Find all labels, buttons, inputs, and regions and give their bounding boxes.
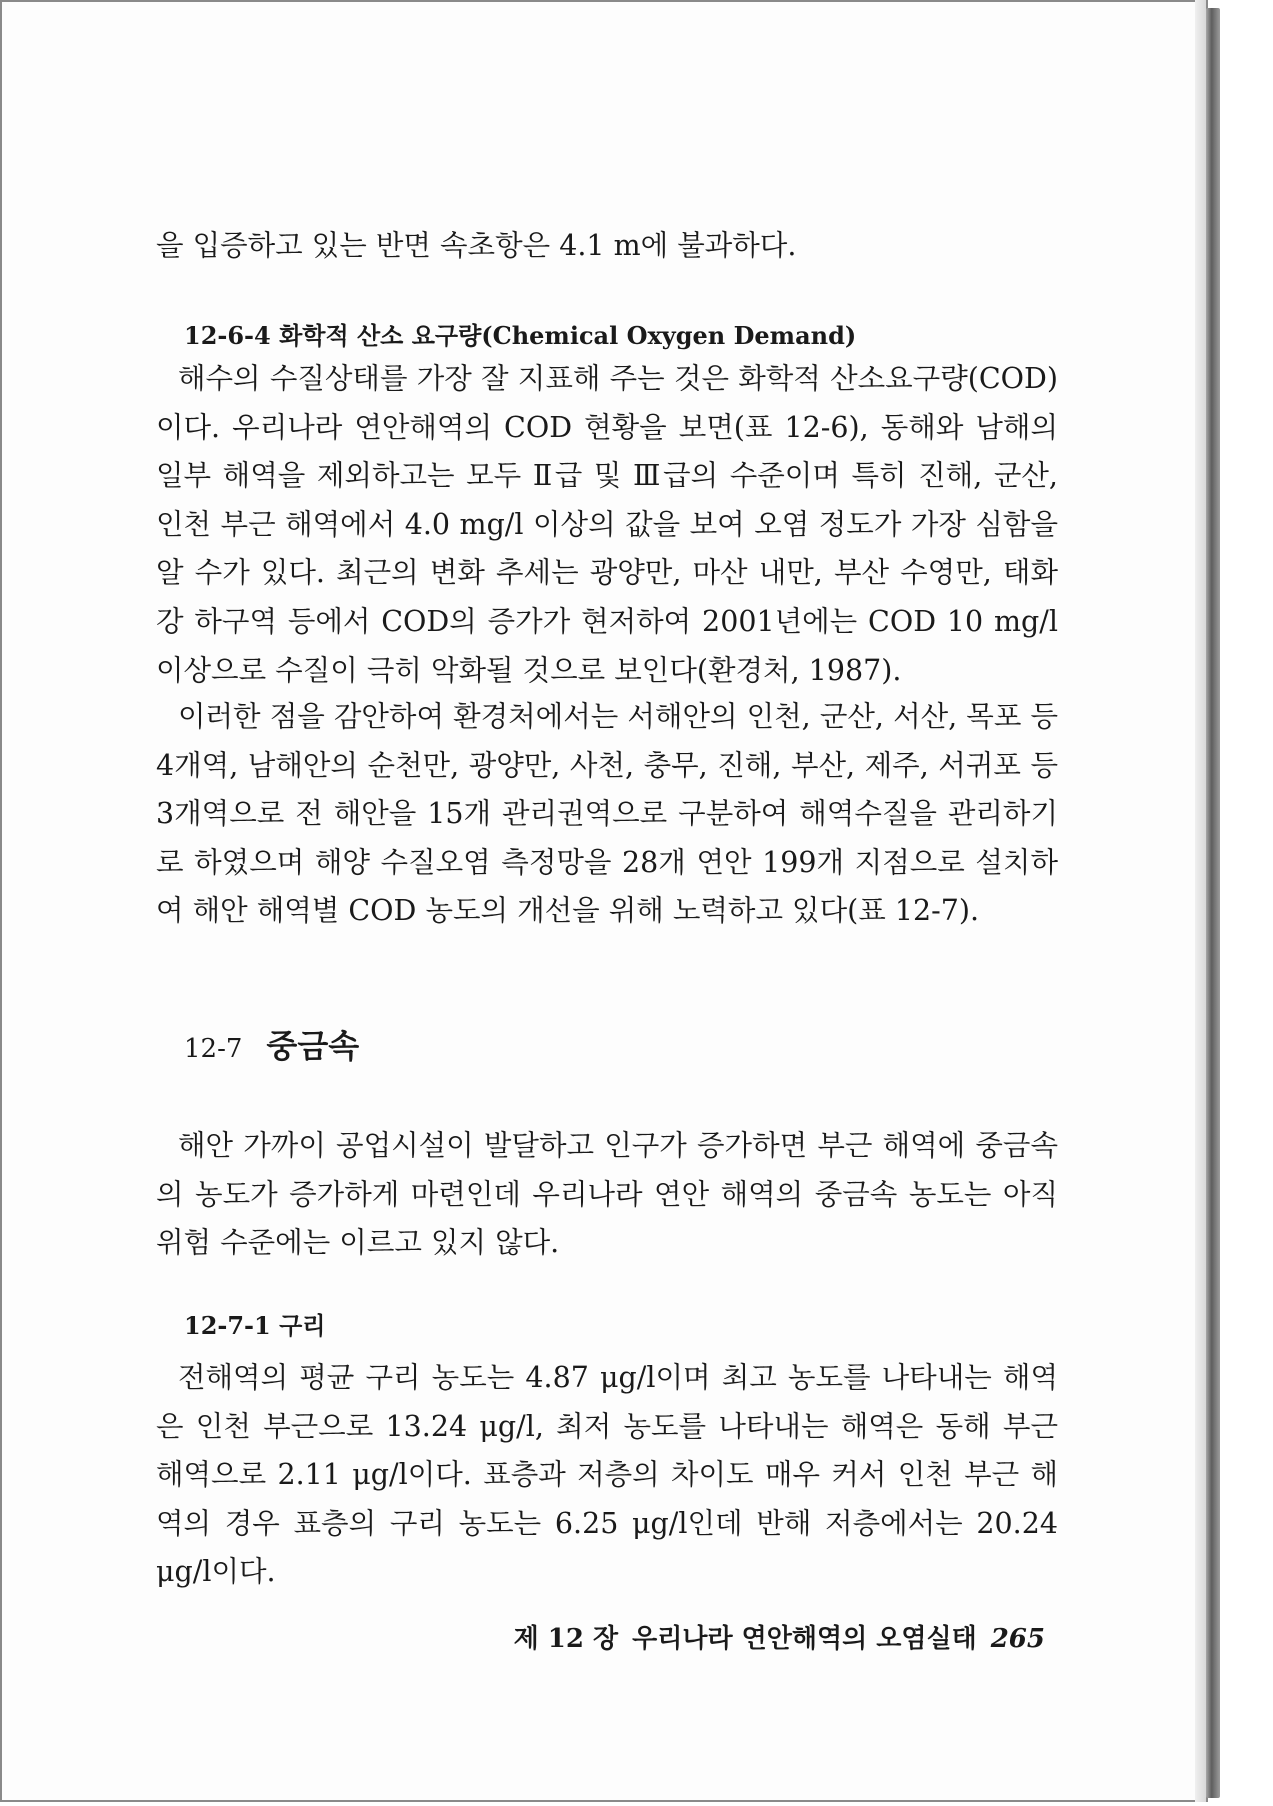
footer-chapter: 제 12 장 bbox=[513, 1624, 619, 1654]
subsection-heading-cod: 12-6-4 화학적 산소 요구량(Chemical Oxygen Demand) bbox=[184, 321, 857, 350]
paragraph-cod-status: 해수의 수질상태를 가장 잘 지표해 주는 것은 화학적 산소요구량(COD)이다. 우리나라 연안해역의 COD 현황을 보면(표 12-6), 동해와 남해의 일부 해역을 제외하고는 모두 Ⅱ급 및 Ⅲ급의 수준이며 특히 진해, 군산, 인천 부근 해역에서 4.0 mg/l 이상의 값을 보여 오염 정도가 가장 심함을 알 수가 있다. 최근의 변화 추세는 광양만, 마산 내만, 부산 수영만, 태화강 하구역 등에서 COD의 증가가 현저하여 2001년에는 COD 10 mg/l 이상으로 수질이 극히 악화될 것으로 보인다(환경처, 1987). bbox=[156, 362, 1058, 687]
section-name: 중금속 bbox=[266, 1027, 360, 1065]
section-number: 12-7 bbox=[184, 1034, 243, 1064]
paragraph-continuation: 을 입증하고 있는 반면 속초항은 4.1 m에 불과하다. bbox=[156, 229, 797, 262]
section-heading-heavy-metals bbox=[156, 1026, 1086, 1069]
subsection-heading-copper: 12-7-1 구리 bbox=[184, 1311, 326, 1340]
page-number: 265 bbox=[990, 1624, 1045, 1654]
footer-title: 우리나라 연안해역의 오염실태 bbox=[632, 1624, 977, 1654]
paragraph-cod-management: 이러한 점을 감안하여 환경처에서는 서해안의 인천, 군산, 서산, 목포 등 4개역, 남해안의 순천만, 광양만, 사천, 충무, 진해, 부산, 제주, 서귀포 등 3개역으로 전 해안을 15개 관리권역으로 구분하여 해역수질을 관리하기로 하였으며 해양 수질오염 측정망을 28개 연안 199개 지점으로 설치하여 해안 해역별 COD 농도의 개선을 위해 노력하고 있다(표 12-7). bbox=[156, 700, 1058, 928]
paragraph-heavy-metals: 해안 가까이 공업시설이 발달하고 인구가 증가하면 부근 해역에 중금속의 농도가 증가하게 마련인데 우리나라 연안 해역의 중금속 농도는 아직 위험 수준에는 이르고 있지 않다. bbox=[156, 1129, 1058, 1260]
paragraph-copper: 전해역의 평균 구리 농도는 4.87 μg/l이며 최고 농도를 나타내는 해역은 인천 부근으로 13.24 μg/l, 최저 농도를 나타내는 해역은 동해 부근 해역으로 2.11 μg/l이다. 표층과 저층의 차이도 매우 커서 인천 부근 해역의 경우 표층의 구리 농도는 6.25 μg/l인데 반해 저층에서는 20.24 μg/l이다. bbox=[156, 1361, 1058, 1589]
page-edge-shadow bbox=[1195, 0, 1206, 1802]
page-edge bbox=[1206, 8, 1220, 1798]
running-footer bbox=[500, 1618, 1045, 1655]
